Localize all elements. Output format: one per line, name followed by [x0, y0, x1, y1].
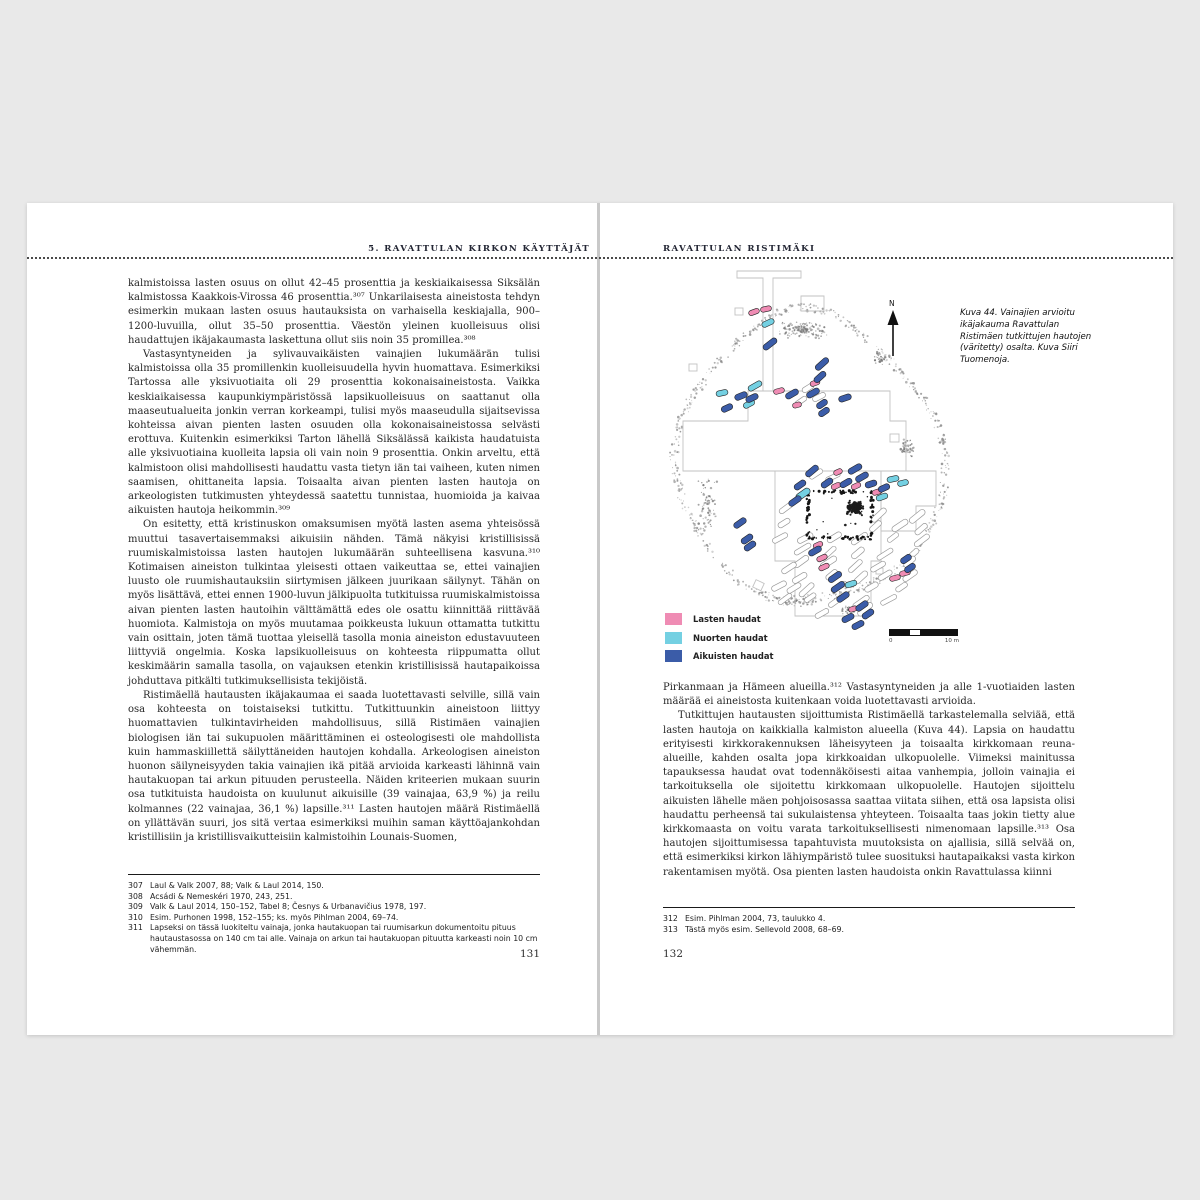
scale-bar-segments: [889, 629, 959, 636]
running-head-left: 5. RAVATTULAN KIRKON KÄYTTÄJÄT: [368, 244, 590, 254]
legend-label: Aikuisten haudat: [693, 651, 774, 662]
legend-label: Nuorten haudat: [693, 632, 768, 643]
footnote-rule-left: [128, 874, 540, 875]
excavation-map: [658, 268, 968, 668]
paragraph: On esitetty, että kristinuskon omaksumisen myötä lasten asema yhteisössä muuttui tasavertaisemmaksi aikuisiin nähden. Tämä näkyisi kristillisissä ruumiskalmistoissa lasten hautojen lukumäärän suhteellisena kasvuna.³¹⁰ Kotimaisen aineiston tulkintaa yleisesti ottaen vaikeuttaa se, ettei vainajien luusto ole ruumishautauksiin siirtymisen jälkeen juurikaan säilynyt. Tähän on myös lisättävä, ettei ennen 1900-luvun jälkipuolta tutkituissa ruumiskalmistoissa aivan pienten lasten hautoihin välttämättä edes ole osattu kiinnittää riittävää huomiota. Kalmistoja on myös muutamaa poikkeusta lukuun ottamatta tutkittu vain osittain, joten tämä tuottaa yleisellä tasolla monia aineiston edustavuuteen liittyviä ongelmia. Koska lapsikuolleisuus on kohteesta riippumatta ollut keskimäärin samalla tasolla, on vajauksen etenkin kristillisissä hautapaikoissa johduttava pitkälti tutkimuksellisista tekijöistä.: [128, 519, 540, 687]
footnote-number: 309: [128, 902, 143, 912]
footnote-number: 310: [128, 912, 143, 922]
paragraph: Vastasyntyneiden ja sylivauvaikäisten vainajien lukumäärän tulisi kalmistoissa olla 35 promillenkin kuolleisuudella hyvin huomattava. Esimerkiksi Tartossa alle yksivuotiaita oli 29 prosenttia kokonaisaineistosta. Vaikka keskiaikaisessa kaupunkiympäristössä lapsikuolleisuus on saattanut olla maaseutualueita jonkin verran korkeampi, tulisi myös maaseudulla sijaitsevissa kohteissa aivan pienten lasten osuuden olla kokonaisaineistossa selvästi erottuva. Kuitenkin esimerkiksi Tarton lähellä Siksälässä kaikista haudatuista alle yksivuotiaina kuolleita lapsia oli vain noin 9 prosenttia. Onkin arveltu, että kalmistoon olisi mahdollisesti haudattu vasta tietyn iän tai vaiheen, kuten nimen saamisen, ohittaneita lapsia. Toisaalta aivan pienten lasten hautoja on arkeologisten tutkimusten yhteydessä saatettu tunnistaa, huomioida ja kaivaa aikuisten hautoja heikommin.³⁰⁹: [128, 349, 540, 517]
footnote: [128, 881, 540, 892]
left-text-column: [128, 277, 540, 845]
footnotes-right: [663, 914, 1075, 935]
scale-end-label: 10 m: [944, 638, 959, 644]
legend-swatch-nuorten: [665, 632, 682, 644]
footnote-text: Acsádi & Nemeskéri 1970, 243, 251.: [150, 891, 293, 901]
footnote-number: 308: [128, 891, 143, 901]
footnotes-left: [128, 881, 540, 955]
page-number-left: 131: [519, 948, 540, 960]
legend-item: [665, 647, 774, 666]
right-text-column: [663, 681, 1075, 880]
paragraph: kalmistoissa lasten osuus on ollut 42–45 prosenttia ja keskiaikaisessa Siksälän kalmistossa Kaakkois-Virossa 46 prosenttia.³⁰⁷ Unkarilaisesta aineistosta tehdyn esimerkin mukaan lasten osuus hautauksista on varhaisella keskiajalla, 900–1200-luvuilla, ollut 35–50 prosenttia. Väestön yleinen kuolleisuus olisi haudattujen ikäjakaumasta laskettuna ollut siis noin 35 promillea.³⁰⁸: [128, 278, 540, 346]
figure-caption: Kuva 44. Vainajien arvioitu ikäjakauma Ravattulan Ristimäen tutkittujen hautojen (väritetty) osalta. Kuva Siiri Tuomenoja.: [960, 308, 1092, 366]
footnote: [663, 914, 1075, 925]
page-gutter-divider: [597, 203, 600, 1035]
footnote-text: Esim. Pihlman 2004, 73, taulukko 4.: [685, 914, 826, 923]
footnote: [128, 913, 540, 924]
paragraph: Ristimäellä hautausten ikäjakaumaa ei saada luotettavasti selville, sillä vain osa kohteesta on toistaiseksi tutkittu. Tutkittuunkin aineistoon liittyy huomattavien tulkintavirheiden mahdollisuus, sillä Ristimäen vainajien biologisen iän tai sukupuolen määrittäminen ei osteologisesti ole mahdollista kuin hammaskiillettä säilyttäneiden hautojen kohdalla. Arkeologisen aineiston huonon säilyneisyyden takia vainajien ikä pitää arvioida karkeasti lähinnä vain hautakuopan tai arkun pituuden perusteella. Näiden kriteerien mukaan suurin osa tutkituista haudoista on kuulunut aikuisille (39 vainajaa, 63,9 %) ja reilu kolmannes (22 vainajaa, 36,1 %) lapsille.³¹¹ Lasten hautojen määrä Ristimäellä on yllättävän suuri, jos sitä vertaa esimerkiksi muihin saman käyttöajankohdan kristillisiin ja kristillisvaikutteisiin kalmistoihin Lounais-Suomen,: [128, 689, 540, 843]
footnote-text: Valk & Laul 2014, 150–152, Tabel 8; Česnys & Urbanavičius 1978, 197.: [150, 902, 427, 912]
footnote: [663, 925, 1075, 936]
paragraph: Tutkittujen hautausten sijoittumista Ristimäellä tarkastelemalla selviää, että lasten hautoja on kaikkialla kalmiston alueella (Kuva 44). Lapsia on haudattu erityisesti kirkkorakennuksen läheisyyteen ja toisaalta kirkkomaan reuna-alueille, kahden osalta jopa kirkkoaidan ulkopuolelle. Viimeksi mainitussa tapauksessa haudat ovat todennäköisesti aitaa vanhempia, jolloin vainajia ei tarkoituksella ole sijoitettu kirkkomaan ulkopuolelle. Hautojen sijoittelu aikuisten lähelle mäen pohjoisosassa saattaa viitata siihen, että osa lapsista olisi haudattu perheensä tai sukulaistensa yhteyteen. Toisaalta taas jokin tietty alue kirkkomaasta on voitu varata tarkoituksellisesti nimenomaan lapsille.³¹³ Osa hautojen sijoittumisessa tapahtuvista muutoksista on ajallisia, sillä selvää on, että esimerkiksi kirkon lähiympäristö tulee suosituksi hautapaikaksi vasta kirkon rakentamisen myötä. Osa pienten lasten haudoista onkin Ravattulassa kiinni: [663, 710, 1075, 878]
footnote-number: 307: [128, 881, 143, 890]
footnote-number: 312: [663, 914, 678, 923]
footnote-text: Laul & Valk 2007, 88; Valk & Laul 2014, 150.: [150, 881, 324, 890]
grave-markers: [716, 305, 917, 630]
footnote-rule-right: [663, 907, 1075, 908]
footnote: [128, 892, 540, 903]
running-head-right: RAVATTULAN RISTIMÄKI: [663, 244, 816, 254]
paragraph: Pirkanmaan ja Hämeen alueilla.³¹² Vastasyntyneiden ja alle 1-vuotiaiden lasten määrää ei aineistosta kuitenkaan voida luotettavasti arvioida.: [663, 682, 1075, 708]
footnote: [128, 902, 540, 913]
header-dotted-rule: [27, 257, 1173, 259]
footnote-number: 311: [128, 923, 143, 933]
scale-start-label: 0: [889, 638, 893, 644]
north-arrow: [888, 299, 899, 356]
north-label: N: [889, 299, 895, 308]
footnote-text: Lapseksi on tässä luokiteltu vainaja, jonka hautakuopan tai ruumisarkun dokumentoitu pituus hautaustasossa on 140 cm tai alle. Vainaja on arkun tai hautakuopan pituutta karkeasti noin 10 cm vähemmän.: [150, 923, 538, 954]
footnote-text: Esim. Purhonen 1998, 152–155; ks. myös Pihlman 2004, 69–74.: [150, 912, 399, 922]
legend-item: [665, 629, 774, 648]
legend-swatch-lasten: [665, 613, 682, 625]
footnote-text: Tästä myös esim. Sellevold 2008, 68–69.: [685, 924, 844, 934]
book-spread: [27, 203, 1173, 1035]
page-number-right: 132: [663, 948, 684, 960]
map-scale-bar: [889, 629, 959, 644]
legend-label: Lasten haudat: [693, 614, 761, 625]
footnote-number: 313: [663, 924, 678, 934]
legend-item: [665, 610, 774, 629]
map-legend: [665, 610, 774, 666]
legend-swatch-aikuisten: [665, 650, 682, 662]
